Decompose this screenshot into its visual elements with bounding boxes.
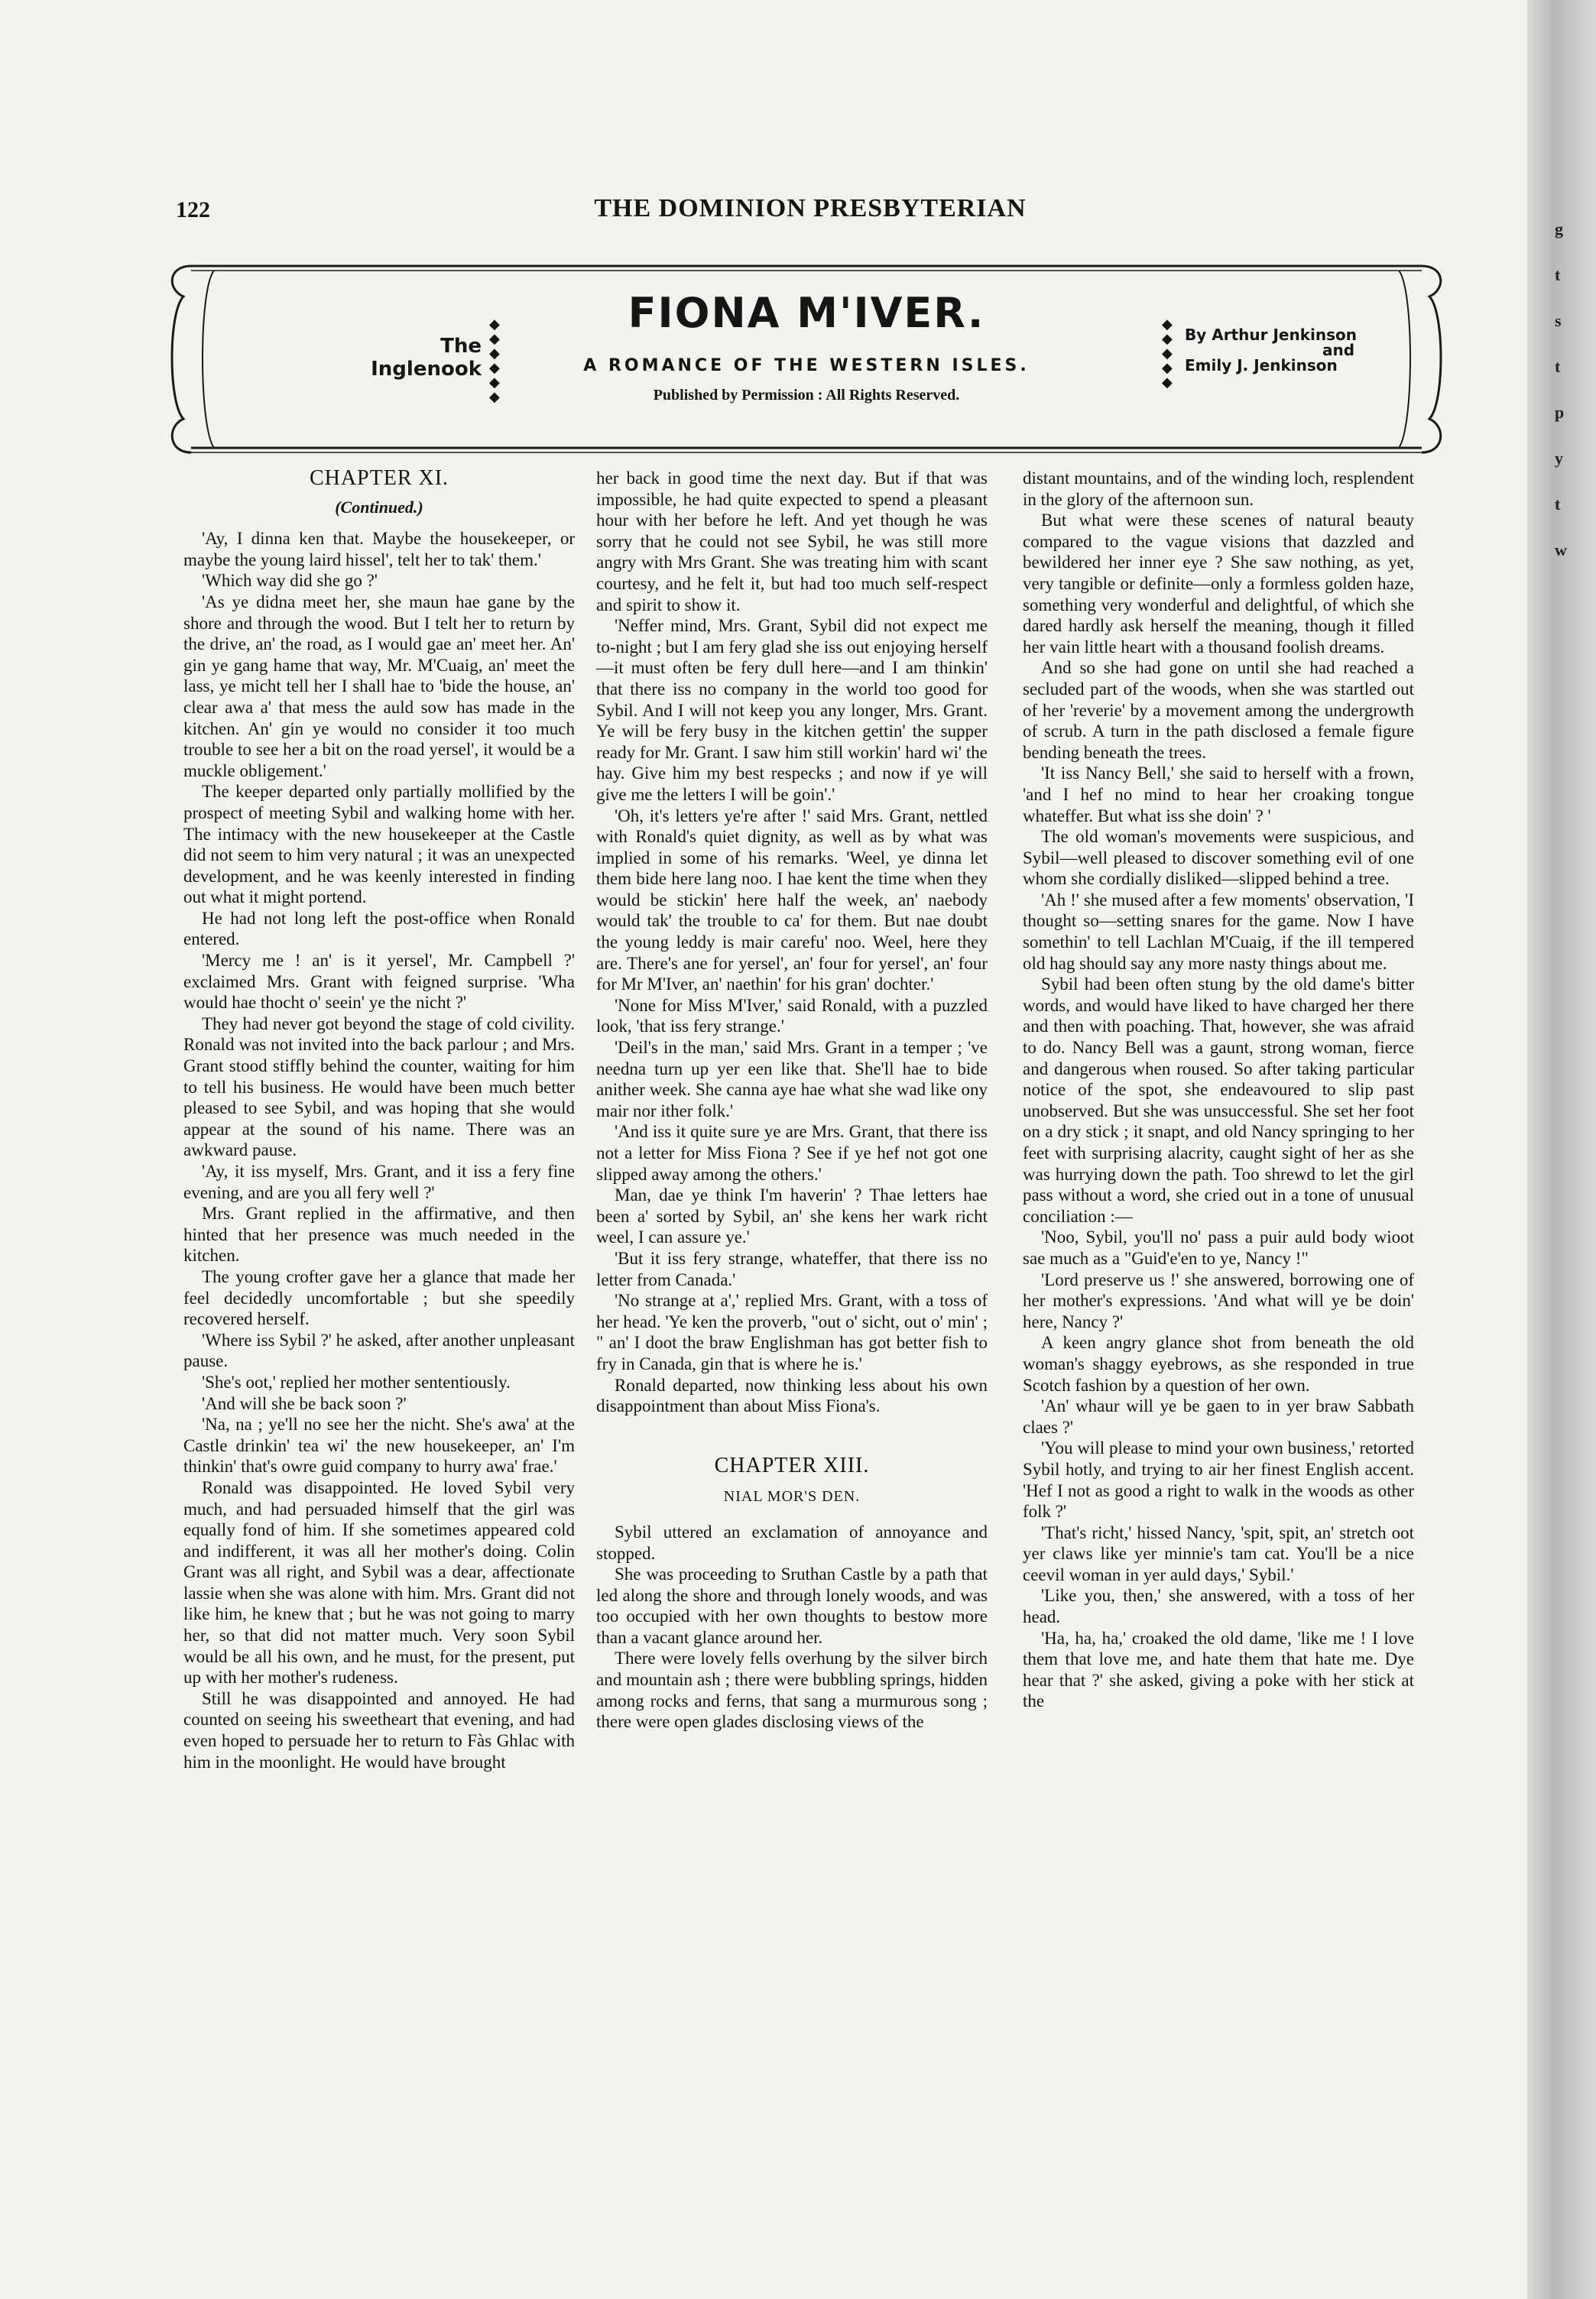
paragraph: There were lovely fells overhung by the silver birch and mountain ash ; there were bubbling springs, hidden among rocks and ferns, that sang a murmurous song ; there were open glades disclosing views of the xyxy=(596,1649,988,1732)
page-header xyxy=(176,191,1445,237)
paragraph: They had never got beyond the stage of cold civility. Ronald was not invited into the back parlour ; and Mrs. Grant stood stiffly behind the counter, waiting for him to tell his business. He would have been much better pleased to see Sybil, and was hoping that she would appear at the sound of his name. There was an awkward pause. xyxy=(183,1013,575,1160)
paragraph: She was proceeding to Sruthan Castle by a path that led along the shore and through lonely woods, and was too occupied with her own thoughts to bestow more than a vacant glance around her. xyxy=(596,1565,988,1647)
paragraph: 'Like you, then,' she answered, with a toss of her head. xyxy=(1023,1586,1414,1627)
right-diamond-ornament: ◆ ◆ ◆ ◆ ◆ xyxy=(1162,316,1173,391)
paragraph: 'You will please to mind your own business,' retorted Sybil hotly, and trying to air her finest English accent. 'Hef I not as good a right to walk in the woods as other folk ?' xyxy=(1023,1438,1414,1522)
article-columns xyxy=(183,468,1434,2287)
paragraph: her back in good time the next day. But if that was impossible, he had quite expected to spend a pleasant hour with her before he left. And yet though he was sorry that he could not see Sybil, he was still more angry with Mrs Grant. She was treating him with scant courtesy, and he felt it, but had too much self-respect and spirit to show it. xyxy=(596,469,988,614)
story-banner xyxy=(161,243,1452,465)
paragraph: 'Where iss Sybil ?' he asked, after another unpleasant pause. xyxy=(183,1330,575,1371)
story-subtitle: A ROMANCE OF THE WESTERN ISLES. xyxy=(583,356,1030,375)
paragraph: 'But it iss fery strange, whateffer, that there iss no letter from Canada.' xyxy=(596,1248,988,1289)
story-title: FIONA M'IVER. xyxy=(628,289,985,337)
paragraph: 'None for Miss M'Iver,' said Ronald, with a puzzled look, 'that iss fery strange.' xyxy=(596,995,988,1036)
paragraph: distant mountains, and of the winding loch, resplendent in the glory of the afternoon sun. xyxy=(1023,469,1414,509)
column-1 xyxy=(183,468,575,2287)
byline-and: and xyxy=(1322,341,1355,359)
paragraph: Sybil uttered an exclamation of annoyance and stopped. xyxy=(596,1522,988,1563)
paragraph: 'Ay, it iss myself, Mrs. Grant, and it iss a fery fine evening, and are you all fery well ?' xyxy=(183,1162,575,1202)
paragraph: Sybil had been often stung by the old dame's bitter words, and would have liked to have charged her there and then with poaching. That, however, she was afraid to do. Nancy Bell was a gaunt, strong woman, fierce and dangerous when roused. So after taking particular notice of the spot, she endeavoured to slip past unobserved. But she was unsuccessful. She set her foot on a dry stick ; it snapt, and old Nancy springing to her feet with surprising alacrity, caught sight of her as she was hurrying down the path. Too shrewd to let the girl pass without a word, she cried out in a tone of unusual conciliation :— xyxy=(1023,974,1414,1226)
paragraph: Ronald departed, now thinking less about his own disappointment than about Miss Fiona's. xyxy=(596,1375,988,1416)
paragraph: 'She's oot,' replied her mother sententiously. xyxy=(202,1372,511,1392)
section-label-line-2: Inglenook xyxy=(371,358,482,381)
paragraph: 'Ay, I dinna ken that. Maybe the housekeeper, or maybe the young laird hissel', telt her to tak' them.' xyxy=(183,529,575,569)
paragraph: 'Oh, it's letters ye're after !' said Mrs. Grant, nettled with Ronald's quiet dignity, as well as by what was implied in some of his remarks. 'Weel, ye dinna let them bide here lang noo. I hae kent the time when they would be stickin' here half the week, an' naebody would tak' the trouble to ca' for them. But nae doubt the young leddy is mair carefu' noo. Weel, here they are. There's ane for yersel', an' four for yersel', an' four for Mr M'Iver, an' naethin' for his gran' dochter.' xyxy=(596,806,988,994)
paragraph: But what were these scenes of natural beauty compared to the vague visions that dazzled and bewildered her inner eye ? She saw nothing, as yet, very tangible or definite—only a formless golden haze, something very wonderful and delightful, of which she dared hardly ask herself the meaning, though it filled her vain little heart with a thousand foolish dreams. xyxy=(1023,511,1414,657)
paragraph: 'Noo, Sybil, you'll no' pass a puir auld body wioot sae much as a "Guid'e'en to ye, Nancy !" xyxy=(1023,1227,1414,1268)
paragraph: 'Ah !' she mused after a few moments' observation, 'I thought so—setting snares for the game. Now I have somethin' to tell Lachlan M'Cuaig, if the ill tempered old hag should say any more nasty things about me. xyxy=(1023,890,1414,973)
permission-notice: Published by Permission : All Rights Reserved. xyxy=(653,387,960,404)
section-label xyxy=(268,335,482,381)
chapter-heading: CHAPTER XIII. xyxy=(714,1453,870,1477)
paragraph: 'Which way did she go ?' xyxy=(202,571,378,591)
paragraph: 'It iss Nancy Bell,' she said to herself with a frown, 'and I hef no mind to hear her croaking tongue whateffer. But what iss she doin' ? ' xyxy=(1023,764,1414,825)
left-diamond-ornament: ◆ ◆ ◆ ◆ ◆ ◆ xyxy=(489,316,500,405)
byline-author-1: By Arthur Jenkinson xyxy=(1185,326,1357,344)
byline-author-2: Emily J. Jenkinson xyxy=(1185,356,1338,375)
paragraph: 'An' whaur will ye be gaen to in yer braw Sabbath claes ?' xyxy=(1023,1396,1414,1437)
paragraph: A keen angry glance shot from beneath the old woman's shaggy eyebrows, as she responded in true Scotch fashion by a question of her own. xyxy=(1023,1333,1414,1395)
page-edge-shadow xyxy=(1527,0,1596,2299)
paragraph: 'That's richt,' hissed Nancy, 'spit, spit, an' stretch oot yer claws like yer minnie's tam cat. You'll be a nice ceevil woman in yer auld days,' Sybil.' xyxy=(1023,1522,1414,1584)
paragraph: 'Neffer mind, Mrs. Grant, Sybil did not expect me to-night ; but I am fery glad she iss out enjoying herself—it must often be fery dull here—and I am thinkin' that there iss no company in the world too good for Sybil. And I will not keep you any longer, Mrs. Grant. Ye will be fery busy in the kitchen gettin' the supper ready for Mr. Grant. I saw him still workin' hard wi' the hay. Give him my best respecks ; and now if ye will give me the letters I will be goin'.' xyxy=(596,616,988,804)
paragraph: 'Mercy me ! an' is it yersel', Mr. Campbell ?' exclaimed Mrs. Grant with feigned surprise. 'Wha would hae thocht o' seein' ye the nicht ?' xyxy=(183,951,575,1013)
paragraph: 'As ye didna meet her, she maun hae gane by the shore and through the wood. But I telt her to return by the drive, an' the road, as I would gae an' meet her. An' gin ye gang hame that way, Mr. M'Cuaig, an' meet the lass, ye micht tell her I shall hae to 'bide the house, an' clear awa a' that mess the auld sow has made in the kitchen. An' gin ye would no consider it too much trouble to see her a bit on the road yersel', it would be a muckle obligement.' xyxy=(183,592,575,780)
continued-label: (Continued.) xyxy=(335,497,423,517)
byline xyxy=(1185,327,1422,373)
paragraph: 'Deil's in the man,' said Mrs. Grant in a temper ; 've needna turn up yer een like that. She'll hae to bide anither week. She canna aye hae what she wad like ony mair nor ither folk.' xyxy=(596,1038,988,1120)
paragraph: 'And iss it quite sure ye are Mrs. Grant, that there iss not a letter for Miss Fiona ? See if ye hef not got one slipped away among the others.' xyxy=(596,1122,988,1184)
paragraph: The old woman's movements were suspicious, and Sybil—well pleased to discover something evil of one whom she cordially disliked—slipped behind a tree. xyxy=(1023,827,1414,889)
facing-page-fragments: g t s t p y t w xyxy=(1555,219,1567,559)
paragraph: And so she had gone on until she had reached a secluded part of the woods, when she was startled out of her 'reverie' by a movement among the undergrowth of scrub. A turn in the path disclosed a female figure bending beneath the trees. xyxy=(1023,658,1414,762)
journal-title: THE DOMINION PRESBYTERIAN xyxy=(594,194,1027,222)
paragraph: Mrs. Grant replied in the affirmative, and then hinted that her presence was much needed in the kitchen. xyxy=(183,1204,575,1266)
column-3 xyxy=(1023,468,1414,2287)
chapter-heading: CHAPTER XI. xyxy=(309,468,449,490)
page-number: 122 xyxy=(176,197,210,222)
paragraph: 'Lord preserve us !' she answered, borrowing one of her mother's expressions. 'And what will ye be doin' here, Nancy ?' xyxy=(1023,1269,1414,1331)
paragraph: 'No strange at a',' replied Mrs. Grant, with a toss of her head. 'Ye ken the proverb, "out o' sicht, out o' min' ; " an' I doot the braw Englishman has got better fish to fry in Canada, gin that is where he is.' xyxy=(596,1291,988,1373)
paragraph: Ronald was disappointed. He loved Sybil very much, and had persuaded himself that the girl was equally fond of him. If she sometimes appeared cold and indifferent, it was all her mother's doing. Colin Grant was all right, and Sybil was a dear, affectionate lassie when she was alone with him. Mrs. Grant did not like him, he knew that ; but he was not going to marry her, so that did not matter much. Very soon Sybil would be all his own, and he must, for the present, put up with her mother's rudeness. xyxy=(183,1477,575,1688)
paragraph: Still he was disappointed and annoyed. He had counted on seeing his sweetheart that evening, and had even hoped to persuade her to return to Fàs Ghlac with him in the moonlight. He would have brought xyxy=(183,1688,575,1772)
paragraph: The keeper departed only partially mollified by the prospect of meeting Sybil and walking home with her. The intimacy with the new housekeeper at the Castle did not seem to him very natural ; it was an unexpected development, and he was keenly interested in finding out what it might portend. xyxy=(183,782,575,907)
column-2 xyxy=(596,468,988,2287)
paragraph: He had not long left the post-office when Ronald entered. xyxy=(183,908,575,949)
paragraph: The young crofter gave her a glance that made her feel decidedly uncomfortable ; but she speedily recovered herself. xyxy=(183,1266,575,1329)
section-label-line-1: The xyxy=(440,335,482,358)
paragraph: 'Na, na ; ye'll no see her the nicht. She's awa' at the Castle drinkin' tea wi' the new housekeeper, an' I'm thinkin' that's owre guid company to hurry awa' frae.' xyxy=(183,1415,575,1477)
paragraph: Man, dae ye think I'm haverin' ? Thae letters hae been a' sorted by Sybil, an' she kens her wark richt weel, I can assure ye.' xyxy=(596,1185,988,1247)
paragraph: 'Ha, ha, ha,' croaked the old dame, 'like me ! I love them that love me, and hate them that hate me. Dye hear that ?' she asked, giving a poke with her stick at the xyxy=(1023,1628,1414,1711)
chapter-subheading: NIAL MOR'S DEN. xyxy=(723,1488,861,1506)
paragraph: 'And will she be back soon ?' xyxy=(202,1393,407,1413)
